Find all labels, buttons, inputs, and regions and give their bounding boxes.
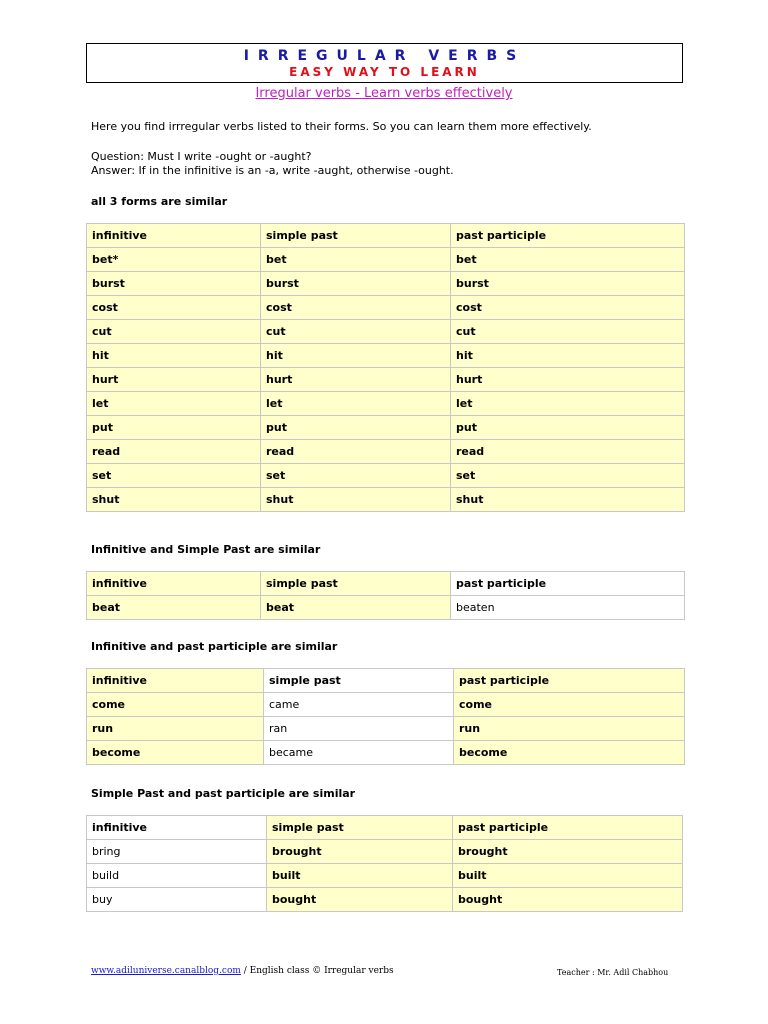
verb-cell-simple-past: beat: [261, 596, 451, 620]
verb-cell-infinitive: run: [87, 717, 264, 741]
verb-cell-simple-past: put: [261, 416, 451, 440]
verb-cell-simple-past: built: [267, 864, 453, 888]
verb-cell-past-participle: bought: [453, 888, 683, 912]
table-row: [87, 464, 685, 488]
verb-cell-simple-past: bet: [261, 248, 451, 272]
section-heading-past-pp: Simple Past and past participle are similar: [91, 787, 356, 800]
page-subtitle: Irregular verbs - Learn verbs effectively: [255, 86, 513, 101]
table-header-row: [87, 669, 685, 693]
verb-cell-infinitive: bring: [87, 840, 267, 864]
column-header-past-participle: past participle: [453, 816, 683, 840]
table-row: [87, 344, 685, 368]
verb-cell-simple-past: brought: [267, 840, 453, 864]
table-row: [87, 320, 685, 344]
table-row: [87, 248, 685, 272]
verb-cell-past-participle: put: [451, 416, 685, 440]
table-row: [87, 596, 685, 620]
verb-cell-past-participle: become: [454, 741, 685, 765]
verb-cell-past-participle: beaten: [451, 596, 685, 620]
table-row: [87, 888, 683, 912]
column-header-infinitive: infinitive: [87, 572, 261, 596]
table-row: [87, 440, 685, 464]
verb-cell-past-participle: read: [451, 440, 685, 464]
verb-cell-simple-past: became: [264, 741, 454, 765]
verb-cell-past-participle: cost: [451, 296, 685, 320]
column-header-simple-past: simple past: [261, 224, 451, 248]
table-inf-pp: [86, 668, 685, 765]
verb-cell-simple-past: cost: [261, 296, 451, 320]
section-heading-inf-pp: Infinitive and past participle are similar: [91, 640, 338, 653]
verb-cell-past-participle: set: [451, 464, 685, 488]
verb-cell-infinitive: build: [87, 864, 267, 888]
column-header-infinitive: infinitive: [87, 224, 261, 248]
table-row: [87, 693, 685, 717]
table-row: [87, 840, 683, 864]
table-past-pp: [86, 815, 683, 912]
footer-teacher: Teacher : Mr. Adil Chabhou: [557, 968, 669, 977]
verb-cell-simple-past: cut: [261, 320, 451, 344]
answer-text: Answer: If in the infinitive is an -a, write -aught, otherwise -ought.: [91, 164, 454, 177]
verb-cell-infinitive: hit: [87, 344, 261, 368]
table-header-row: [87, 572, 685, 596]
table-header-row: [87, 224, 685, 248]
header-subtitle: EASY WAY TO LEARN: [289, 65, 480, 79]
verb-cell-infinitive: become: [87, 741, 264, 765]
verb-cell-past-participle: built: [453, 864, 683, 888]
verb-cell-past-participle: burst: [451, 272, 685, 296]
verb-cell-past-participle: come: [454, 693, 685, 717]
footer-left: [91, 966, 394, 976]
verb-cell-simple-past: ran: [264, 717, 454, 741]
verb-cell-simple-past: set: [261, 464, 451, 488]
verb-cell-simple-past: bought: [267, 888, 453, 912]
footer-text: / English class © Irregular verbs: [240, 966, 394, 976]
header-box: [86, 43, 683, 83]
verb-cell-simple-past: shut: [261, 488, 451, 512]
verb-cell-infinitive: shut: [87, 488, 261, 512]
column-header-infinitive: infinitive: [87, 669, 264, 693]
verb-cell-simple-past: hit: [261, 344, 451, 368]
section-heading-inf-past: Infinitive and Simple Past are similar: [91, 543, 321, 556]
column-header-infinitive: infinitive: [87, 816, 267, 840]
section-heading-all-similar: all 3 forms are similar: [91, 195, 228, 208]
table-row: [87, 392, 685, 416]
verb-cell-infinitive: put: [87, 416, 261, 440]
verb-cell-infinitive: cut: [87, 320, 261, 344]
table-row: [87, 416, 685, 440]
verb-cell-infinitive: read: [87, 440, 261, 464]
table-all-similar: [86, 223, 685, 512]
table-header-row: [87, 816, 683, 840]
verb-cell-infinitive: buy: [87, 888, 267, 912]
verb-cell-past-participle: run: [454, 717, 685, 741]
intro-text: Here you find irrregular verbs listed to their forms. So you can learn them more effectively.: [91, 120, 592, 133]
table-row: [87, 717, 685, 741]
verb-cell-simple-past: hurt: [261, 368, 451, 392]
table-row: [87, 488, 685, 512]
verb-cell-past-participle: shut: [451, 488, 685, 512]
footer-link[interactable]: www.adiluniverse.canalblog.com: [91, 966, 241, 976]
verb-cell-infinitive: hurt: [87, 368, 261, 392]
column-header-simple-past: simple past: [264, 669, 454, 693]
verb-cell-infinitive: beat: [87, 596, 261, 620]
table-inf-past: [86, 571, 685, 620]
verb-cell-infinitive: come: [87, 693, 264, 717]
table-row: [87, 272, 685, 296]
verb-cell-infinitive: bet*: [87, 248, 261, 272]
verb-cell-past-participle: brought: [453, 840, 683, 864]
table-row: [87, 368, 685, 392]
verb-cell-past-participle: hit: [451, 344, 685, 368]
verb-cell-infinitive: let: [87, 392, 261, 416]
table-row: [87, 864, 683, 888]
verb-cell-simple-past: came: [264, 693, 454, 717]
verb-cell-past-participle: bet: [451, 248, 685, 272]
column-header-past-participle: past participle: [451, 572, 685, 596]
verb-cell-past-participle: cut: [451, 320, 685, 344]
column-header-past-participle: past participle: [454, 669, 685, 693]
verb-cell-infinitive: cost: [87, 296, 261, 320]
table-row: [87, 741, 685, 765]
column-header-past-participle: past participle: [451, 224, 685, 248]
column-header-simple-past: simple past: [267, 816, 453, 840]
verb-cell-simple-past: let: [261, 392, 451, 416]
verb-cell-infinitive: set: [87, 464, 261, 488]
verb-cell-simple-past: burst: [261, 272, 451, 296]
question-text: Question: Must I write -ought or -aught?: [91, 150, 312, 163]
verb-cell-simple-past: read: [261, 440, 451, 464]
table-row: [87, 296, 685, 320]
verb-cell-infinitive: burst: [87, 272, 261, 296]
verb-cell-past-participle: let: [451, 392, 685, 416]
verb-cell-past-participle: hurt: [451, 368, 685, 392]
column-header-simple-past: simple past: [261, 572, 451, 596]
header-title: IRREGULAR VERBS: [243, 48, 526, 64]
